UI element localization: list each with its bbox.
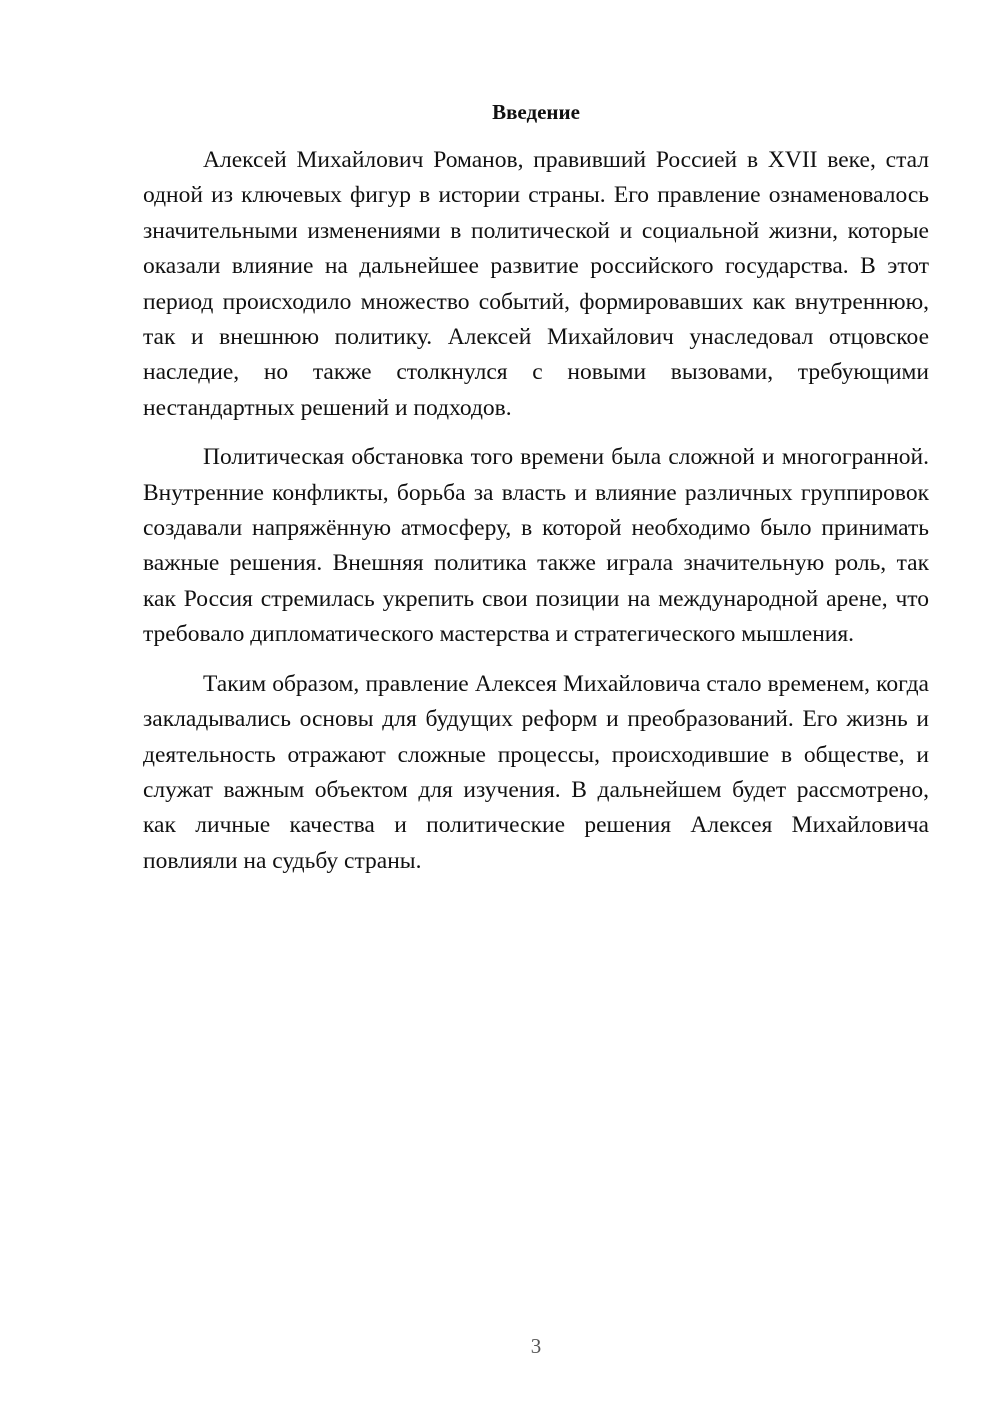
- body-text: [143, 143, 929, 893]
- paragraph-1: Алексей Михайлович Романов, правивший Россией в XVII веке, стал одной из ключевых фигур в истории страны. Его правление ознаменовалось значительными изменениями в политической и социальной жизни, которые оказали влияние на дальнейшее развитие российского государства. В этот период происходило множество событий, формировавших как внутреннюю, так и внешнюю политику. Алексей Михайлович унаследовал отцовское наследие, но также столкнулся с новыми вызовами, требующими нестандартных решений и подходов.: [143, 147, 929, 421]
- section-heading: Введение: [492, 100, 580, 124]
- paragraph-3: Таким образом, правление Алексея Михайловича стало временем, когда закладывались основы для будущих реформ и преобразований. Его жизнь и деятельность отражают сложные процессы, происходившие в обществе, и служат важным объектом для изучения. В дальнейшем будет рассмотрено, как личные качества и политические решения Алексея Михайловича повлияли на судьбу страны.: [143, 670, 929, 874]
- page-number: 3: [530, 1334, 542, 1358]
- paragraph-2: Политическая обстановка того времени была сложной и многогранной. Внутренние конфликты, борьба за власть и влияние различных группировок создавали напряжённую атмосферу, в которой необходимо было принимать важные решения. Внешняя политика также играла значительную роль, так как Россия стремилась укрепить свои позиции на международной арене, что требовало дипломатического мастерства и стратегического мышления.: [143, 444, 929, 648]
